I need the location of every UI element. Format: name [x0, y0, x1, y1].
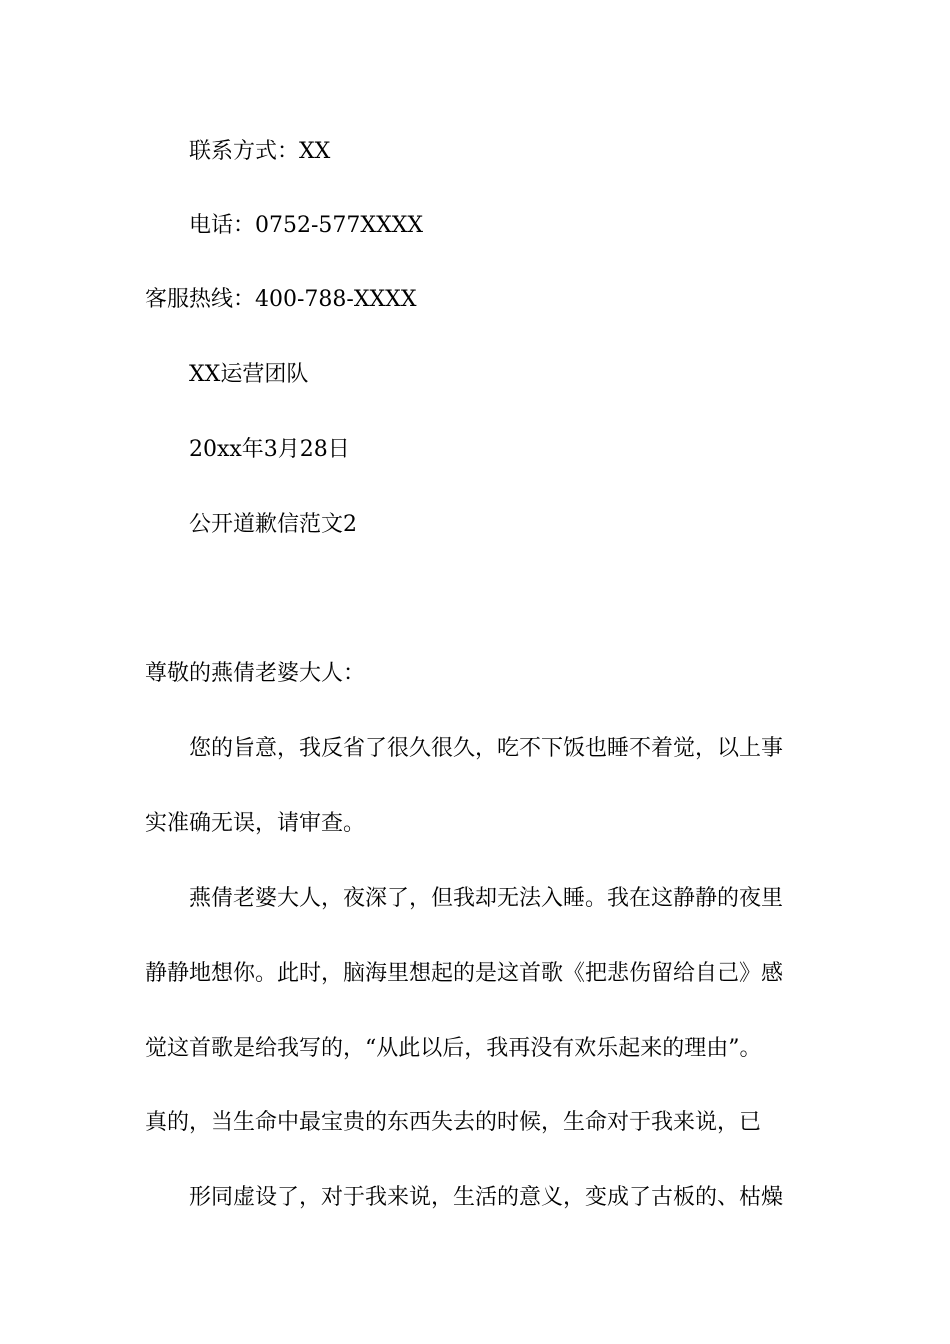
body-line: 静静地想你。此时，脑海里想起的是这首歌《把悲伤留给自己》感: [145, 961, 784, 986]
contact-method: 联系方式：XX: [189, 139, 331, 164]
salutation: 尊敬的燕倩老婆大人：: [145, 661, 366, 686]
body-line: 您的旨意，我反省了很久很久，吃不下饭也睡不着觉，以上事: [189, 736, 784, 761]
body-line: 真的，当生命中最宝贵的东西失去的时候，生命对于我来说，已: [145, 1110, 762, 1135]
body-line: 形同虚设了，对于我来说，生活的意义，变成了古板的、枯燥: [189, 1185, 784, 1210]
team-signature: XX运营团队: [189, 362, 309, 387]
body-line: 燕倩老婆大人，夜深了，但我却无法入睡。我在这静静的夜里: [189, 886, 784, 911]
customer-hotline: 客服热线：400-788-XXXX: [145, 287, 417, 312]
section-title: 公开道歉信范文2: [189, 512, 357, 537]
letter-date: 20xx年3月28日: [189, 437, 350, 462]
body-line: 觉这首歌是给我写的，“从此以后，我再没有欢乐起来的理由”。: [145, 1036, 762, 1061]
body-line: 实准确无误，请审查。: [145, 811, 366, 836]
contact-phone: 电话：0752-577XXXX: [189, 213, 424, 238]
